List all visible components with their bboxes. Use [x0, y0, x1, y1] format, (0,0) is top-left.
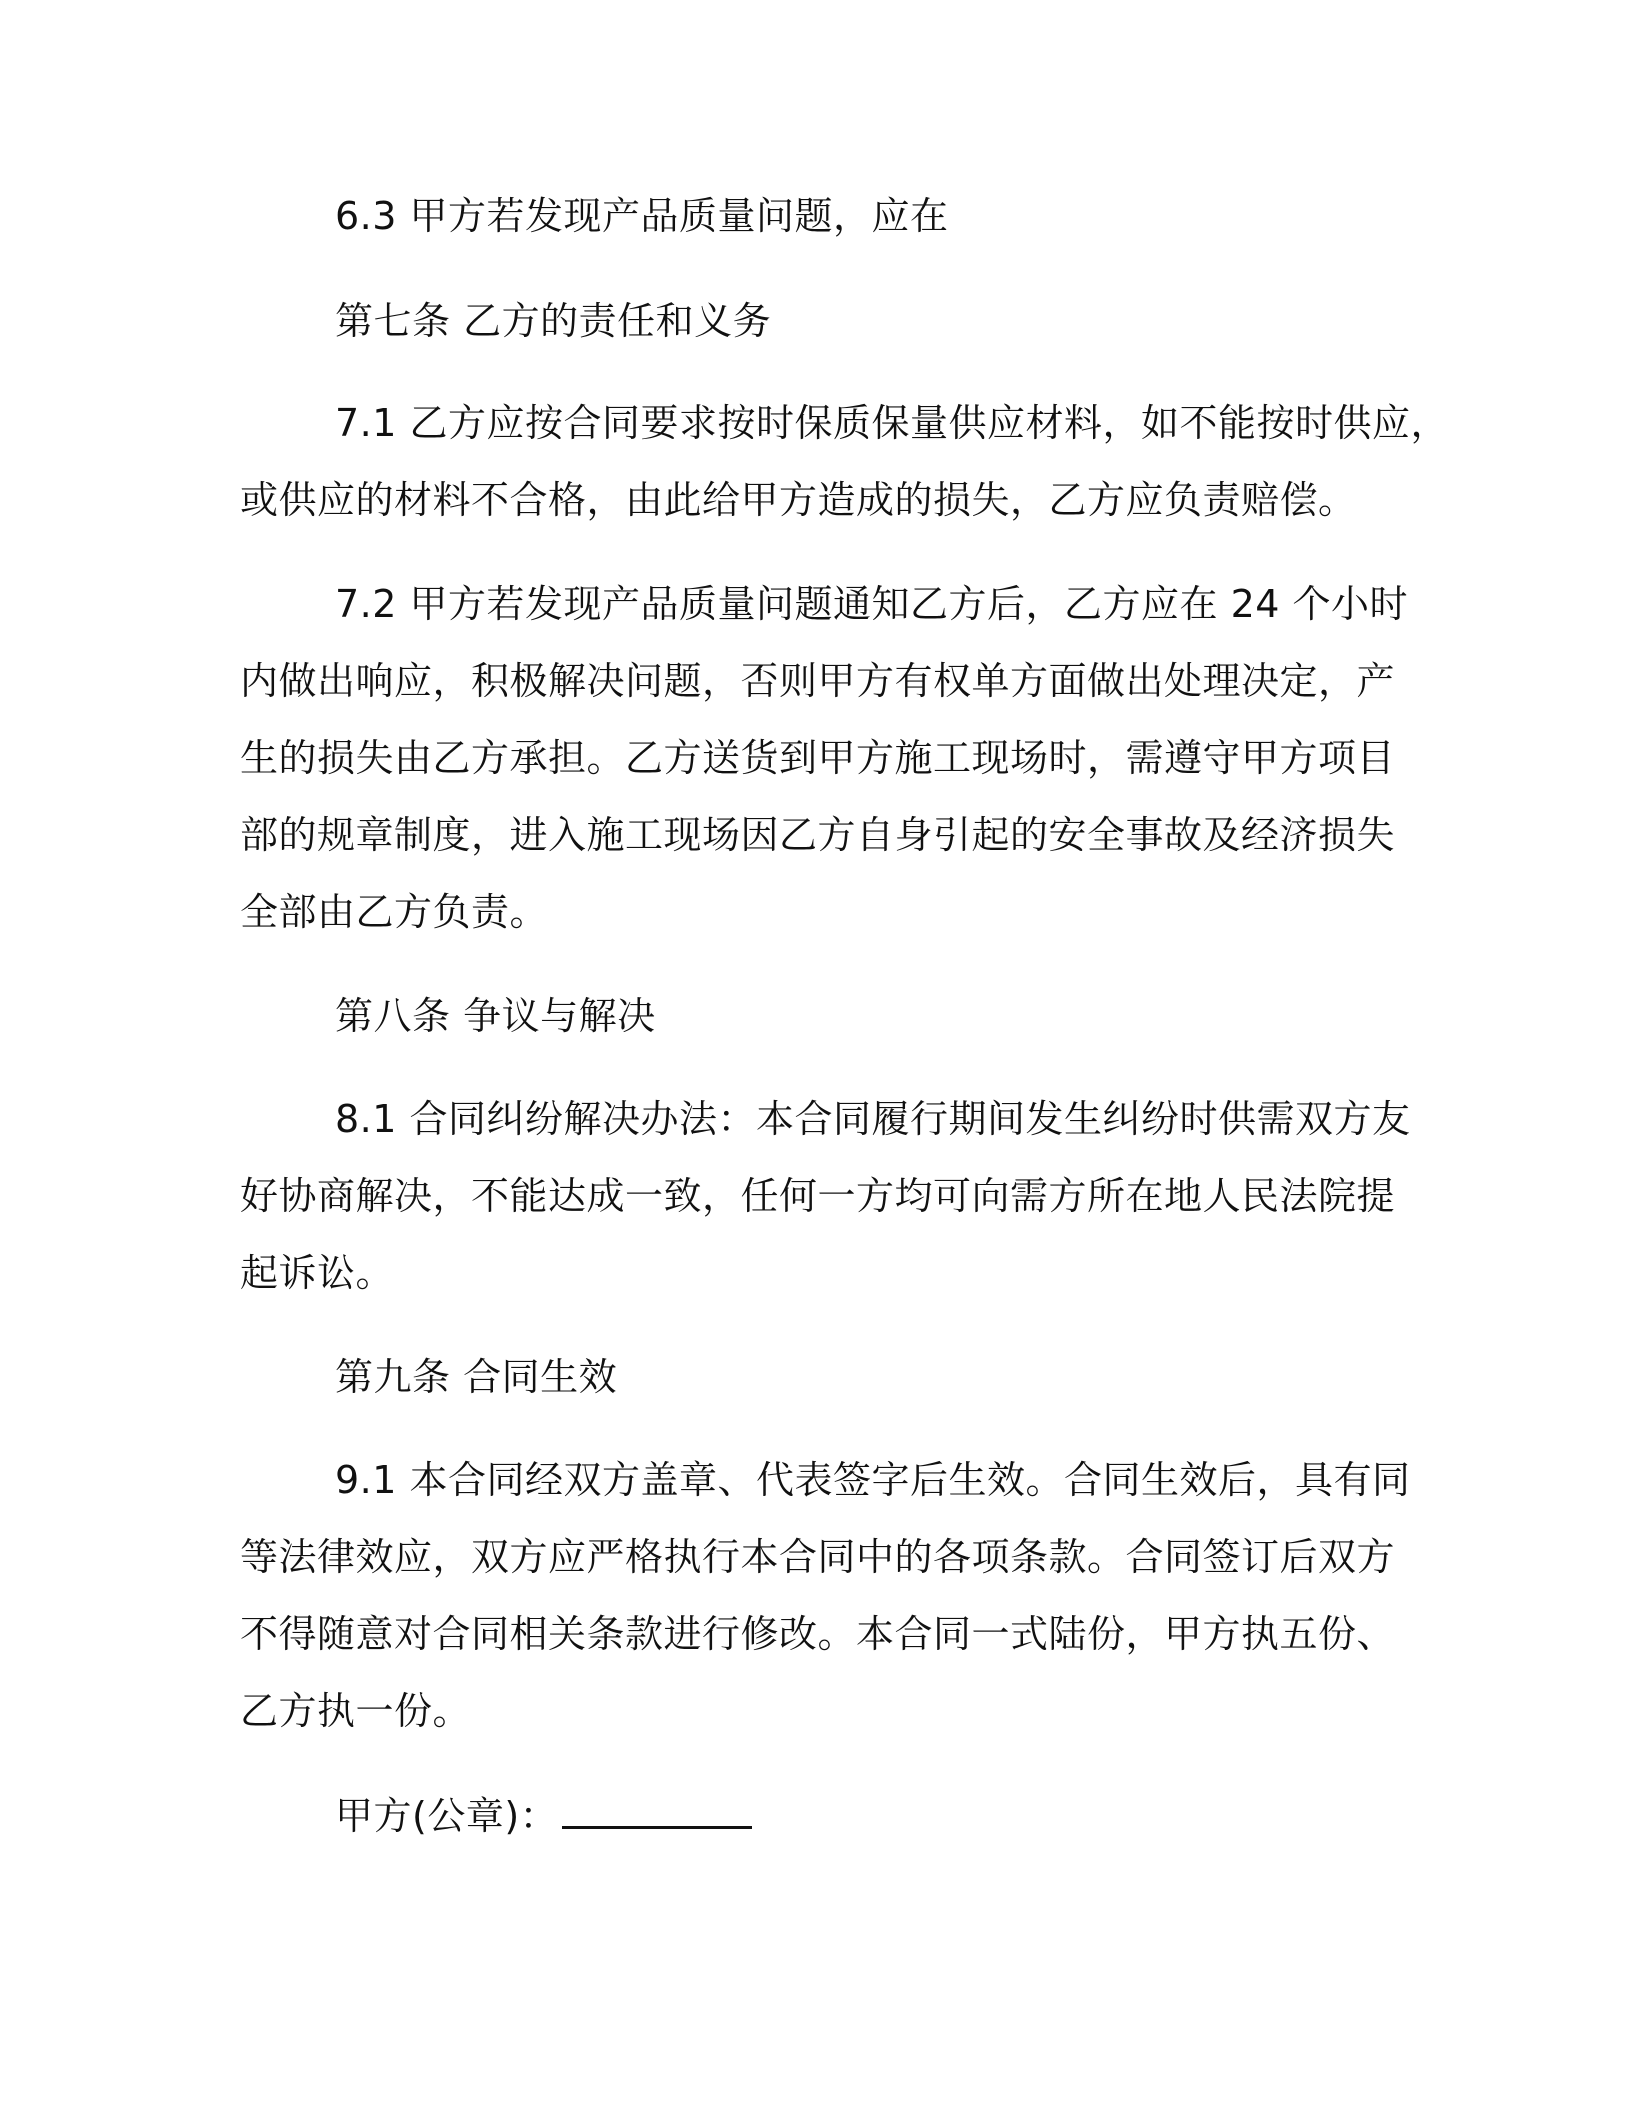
- paragraph-9-1-line-4: 乙方执一份。: [240, 1689, 472, 1733]
- paragraph-9-1-line-2: 等法律效应，双方应严格执行本合同中的各项条款。合同签订后双方: [240, 1535, 1396, 1579]
- paragraph-8-1-line-1: 8.1 合同纠纷解决办法：本合同履行期间发生纠纷时供需双方友: [335, 1097, 1411, 1141]
- paragraph-9-1-line-3: 不得随意对合同相关条款进行修改。本合同一式陆份，甲方执五份、: [240, 1612, 1396, 1656]
- paragraph-7-2-line-4: 部的规章制度，进入施工现场因乙方自身引起的安全事故及经济损失: [240, 813, 1396, 857]
- article-7-title: 第七条 乙方的责任和义务: [335, 299, 772, 343]
- paragraph-7-1-line-1: 7.1 乙方应按合同要求按时保质保量供应材料，如不能按时供应，: [335, 401, 1450, 445]
- paragraph-8-1-line-2: 好协商解决，不能达成一致，任何一方均可向需方所在地人民法院提: [240, 1174, 1396, 1218]
- paragraph-8-1-line-3: 起诉讼。: [240, 1251, 395, 1295]
- paragraph-7-1-line-2: 或供应的材料不合格，由此给甲方造成的损失，乙方应负责赔偿。: [240, 478, 1357, 522]
- signature-blank-line: [562, 1792, 752, 1829]
- paragraph-7-2-line-3: 生的损失由乙方承担。乙方送货到甲方施工现场时，需遵守甲方项目: [240, 736, 1396, 780]
- article-9-title: 第九条 合同生效: [335, 1355, 618, 1399]
- paragraph-9-1-line-1: 9.1 本合同经双方盖章、代表签字后生效。合同生效后，具有同: [335, 1458, 1411, 1502]
- paragraph-6-3: 6.3 甲方若发现产品质量问题，应在: [335, 194, 949, 238]
- party-a-seal-line: [335, 1790, 752, 1842]
- paragraph-7-2-line-1: 7.2 甲方若发现产品质量问题通知乙方后，乙方应在 24 个小时: [335, 582, 1409, 626]
- article-8-title: 第八条 争议与解决: [335, 994, 656, 1038]
- paragraph-7-2-line-2: 内做出响应，积极解决问题，否则甲方有权单方面做出处理决定，产: [240, 659, 1396, 703]
- party-a-seal-label: 甲方(公章)：: [335, 1794, 559, 1838]
- paragraph-7-2-line-5: 全部由乙方负责。: [240, 890, 549, 934]
